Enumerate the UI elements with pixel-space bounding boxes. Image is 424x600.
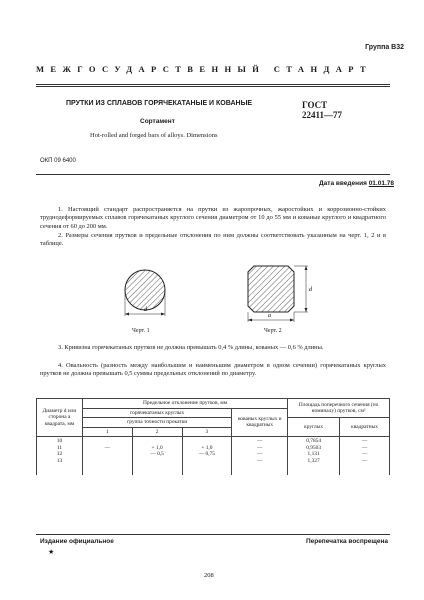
- table-cell: —: [257, 457, 263, 464]
- dimensions-table: [36, 398, 390, 475]
- group-code: Группа В32: [365, 44, 404, 51]
- table-cell: 11: [56, 444, 63, 451]
- table-cell: + 1,0: [151, 444, 163, 451]
- table-cell: —: [257, 451, 263, 458]
- table-cell: —: [104, 444, 110, 451]
- page-number: 208: [204, 572, 214, 579]
- figure-1-caption: Черт. 1: [132, 328, 150, 334]
- column-round-area: [288, 437, 340, 476]
- header-group-2: 2: [132, 427, 182, 437]
- table-cell: 1,131: [307, 451, 320, 458]
- english-title: Hot-rolled and forged bars of alloys. Dimensions: [90, 132, 218, 139]
- header-group-3: 3: [182, 427, 232, 437]
- figure-2-dim-a: a: [268, 313, 271, 319]
- figure-1-round-section: [110, 260, 180, 322]
- gost-designation: [302, 100, 342, 120]
- column-forged: [232, 437, 288, 476]
- header-area: Площадь поперечного сечения (по номиналу) прутков, см²: [288, 399, 390, 418]
- document-subtitle: Сортамент: [140, 118, 175, 125]
- okp-code: ОКП 09 6400: [40, 158, 76, 164]
- paragraph-2: 2. Размеры сечения прутков и предельные отклонения по ним должны соответствовать указанным на черт. 1, 2 и в таблице.: [40, 232, 386, 248]
- header-limit-deviation: Предельное отклонение прутков, мм: [82, 399, 287, 409]
- table-cell: 1,327: [307, 457, 320, 464]
- table-cell: —: [257, 444, 263, 451]
- table-cell: —: [257, 438, 263, 445]
- header-square: квадратных: [340, 418, 390, 437]
- header-hot-rolled-round: горячекатаных круглых: [82, 408, 231, 418]
- header-rule-top: [36, 84, 390, 85]
- paragraph-4: 4. Овальность (разность между наибольшим и наименьшим диаметром в одном сечении) горячекатаных круглых прутков не должна превышать 0,5 суммы предельных отклонений по диаметру.: [40, 362, 386, 378]
- header-diameter: Диаметр d или сторона a квадрата, мм: [37, 399, 83, 437]
- figure-2-caption: Черт. 2: [264, 328, 282, 334]
- paragraph-3: 3. Кривизна горячекатаных прутков не должна превышать 0,4 % длины, кованых — 0,6 % длины.: [58, 344, 324, 351]
- header-forged: кованых круглых и квадратных: [232, 408, 288, 437]
- figure-2-square-section: [236, 258, 316, 324]
- table-cell: — 0,75: [198, 451, 215, 458]
- header-round: круглых: [288, 418, 340, 437]
- figure-1-dim-d: d: [144, 307, 147, 313]
- gost-label: ГОСТ: [302, 100, 328, 110]
- footer-rule: [36, 534, 390, 535]
- standard-type: МЕЖГОСУДАРСТВЕННЫЙ СТАНДАРТ: [36, 64, 373, 74]
- column-group-2: [132, 437, 182, 476]
- header-group-1: 1: [82, 427, 132, 437]
- table-cell: 0,7854: [306, 438, 322, 445]
- table-body-row: [37, 437, 390, 476]
- column-group-1: [82, 437, 132, 476]
- table-cell: —: [361, 451, 368, 458]
- gost-number: 22411—77: [302, 110, 343, 120]
- okp-rule: [36, 174, 390, 175]
- table-cell: —: [361, 438, 368, 445]
- table-cell: 0,9503: [306, 444, 322, 451]
- intro-date-label: Дата введения: [319, 180, 367, 187]
- figure-2-dim-d: d: [309, 287, 312, 293]
- column-diameter: [37, 437, 83, 476]
- intro-date-value: 01.01.78: [368, 180, 394, 187]
- footer-official-edition: Издание официальное: [40, 538, 114, 545]
- star-icon: ★: [48, 548, 55, 556]
- table-cell: —: [361, 444, 368, 451]
- table-cell: 10: [56, 438, 63, 445]
- header-rule-bottom: [36, 86, 390, 87]
- table-cell: 13: [56, 457, 63, 464]
- table-cell: —: [361, 457, 368, 464]
- table-cell: 12: [56, 451, 63, 458]
- column-square-area: [340, 437, 390, 476]
- table-cell: — 0,5: [150, 451, 164, 458]
- header-accuracy-group: группа точности прокатки: [82, 418, 231, 428]
- column-group-3: [182, 437, 232, 476]
- document-title: ПРУТКИ ИЗ СПЛАВОВ ГОРЯЧЕКАТАНЫЕ И КОВАНЫЕ: [66, 100, 253, 107]
- table-cell: + 1,0: [201, 444, 213, 451]
- intro-date: [319, 180, 394, 187]
- paragraph-1: 1. Настоящий стандарт распространяется на прутки из жаропрочных, жаростойких и коррозионно-стойких труднодеформируемых сплавов горячекатаных круглого сечения диаметром от 10 до 55 мм и кованые круглого и квадратного сечения от 60 до 200 мм.: [40, 206, 386, 230]
- footer-reprint-prohibited: Перепечатка воспрещена: [305, 538, 388, 545]
